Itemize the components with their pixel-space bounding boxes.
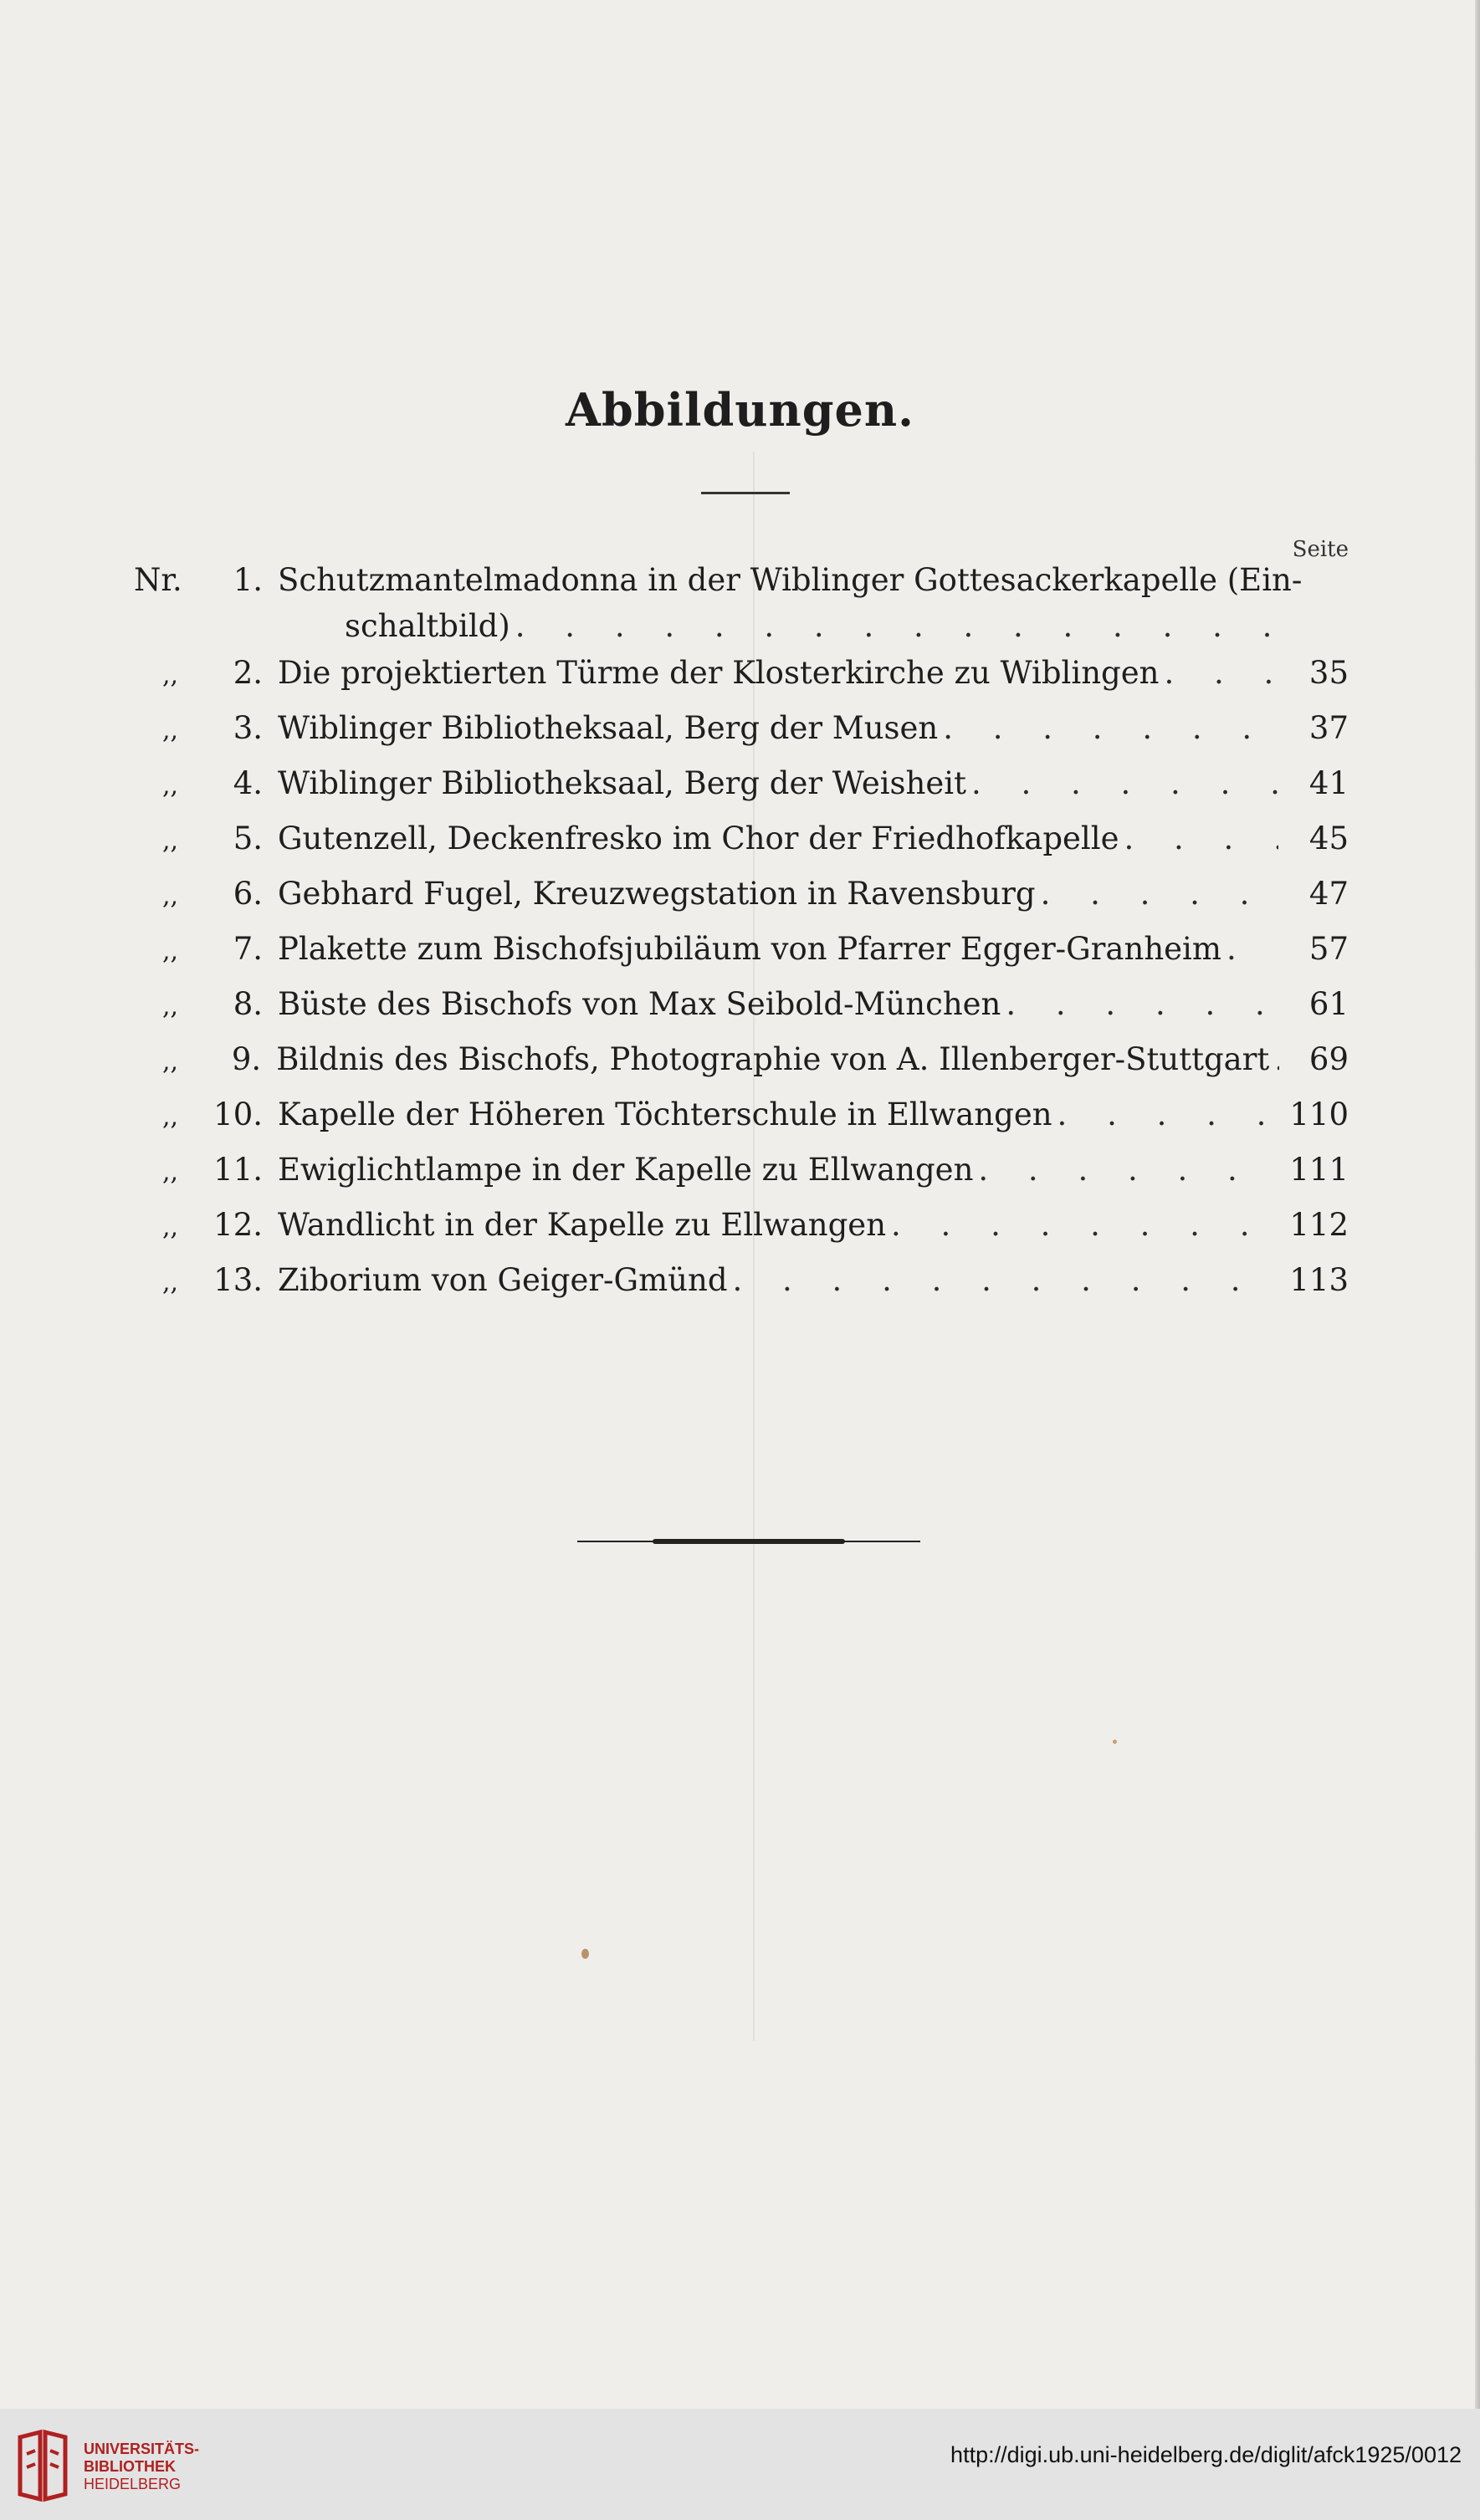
entry-prefix: ,, bbox=[162, 1047, 179, 1076]
entry-page: 110 bbox=[1289, 1096, 1349, 1132]
digitization-footer bbox=[0, 2409, 1480, 2520]
source-url-link[interactable]: http://digi.ub.uni-heidelberg.de/diglit/afck1925/0012 bbox=[950, 2442, 1462, 2467]
list-item bbox=[134, 562, 1349, 608]
list-item bbox=[134, 931, 1349, 986]
list-item bbox=[134, 1152, 1349, 1207]
entry-title: Wandlicht in der Kapelle zu Ellwangen bbox=[278, 1207, 887, 1243]
entry-title: Gebhard Fugel, Kreuzwegstation in Ravensburg bbox=[278, 876, 1036, 912]
library-name-line: BIBLIOTHEK bbox=[84, 2458, 176, 2475]
dot-leader bbox=[938, 710, 1278, 746]
entry-title: Ziborium von Geiger-Gmünd bbox=[278, 1262, 728, 1298]
entry-prefix: ,, bbox=[162, 882, 179, 911]
dot-leader bbox=[1269, 1041, 1279, 1077]
entry-page: 35 bbox=[1308, 655, 1349, 691]
list-item-continuation bbox=[134, 608, 1349, 655]
dot-leader bbox=[510, 608, 1278, 644]
list-item bbox=[134, 710, 1349, 765]
entry-title: Wiblinger Bibliotheksaal, Berg der Weisheit bbox=[278, 765, 966, 801]
library-logo-icon bbox=[15, 2429, 70, 2504]
entry-prefix: ,, bbox=[162, 661, 179, 690]
list-item bbox=[134, 820, 1349, 876]
entry-page: 37 bbox=[1308, 710, 1349, 746]
entry-number: 9. bbox=[231, 1041, 262, 1077]
entry-title: Die projektierten Türme der Klosterkirche zu Wiblingen bbox=[278, 655, 1160, 691]
library-name bbox=[84, 2441, 199, 2493]
page-title: Abbildungen. bbox=[566, 383, 914, 437]
entry-page: 69 bbox=[1308, 1041, 1349, 1077]
entry-page: 45 bbox=[1308, 820, 1349, 856]
list-item bbox=[134, 765, 1349, 820]
entry-number: 11. bbox=[213, 1152, 263, 1188]
entry-number: 10. bbox=[213, 1096, 263, 1132]
dot-leader bbox=[1036, 876, 1278, 912]
page-edge-shadow bbox=[1475, 0, 1480, 2409]
entry-page: 61 bbox=[1308, 986, 1349, 1022]
page-column-label: Seite bbox=[1292, 537, 1349, 562]
illustrations-list bbox=[134, 562, 1349, 1317]
entry-page: 112 bbox=[1289, 1207, 1349, 1243]
entry-page: 111 bbox=[1289, 1152, 1349, 1188]
entry-title: Bildnis des Bischofs, Photographie von A. Illenberger-Stuttgart bbox=[276, 1041, 1270, 1077]
dot-leader bbox=[1221, 931, 1278, 967]
entry-prefix: ,, bbox=[162, 826, 179, 856]
list-item bbox=[134, 986, 1349, 1041]
entry-page: 57 bbox=[1308, 931, 1349, 967]
entry-page: 47 bbox=[1308, 876, 1349, 912]
list-item bbox=[134, 876, 1349, 931]
entry-prefix: Nr. bbox=[134, 562, 182, 598]
entry-prefix: ,, bbox=[162, 992, 179, 1021]
dot-leader bbox=[728, 1262, 1278, 1298]
entry-title: Kapelle der Höheren Töchterschule in Ellwangen bbox=[278, 1096, 1052, 1132]
entry-number: 2. bbox=[233, 655, 263, 691]
entry-number: 13. bbox=[213, 1262, 263, 1298]
entry-number: 4. bbox=[233, 765, 263, 801]
ornamental-rule bbox=[577, 1539, 920, 1544]
dot-leader bbox=[1159, 655, 1278, 691]
dot-leader bbox=[973, 1152, 1278, 1188]
entry-prefix: ,, bbox=[162, 1213, 179, 1242]
list-item bbox=[134, 1096, 1349, 1152]
entry-number: 3. bbox=[233, 710, 263, 746]
entry-title: Gutenzell, Deckenfresko im Chor der Friedhofkapelle bbox=[278, 820, 1119, 856]
library-name-line: UNIVERSITÄTS- bbox=[84, 2441, 200, 2457]
entry-title: Ewiglichtlampe in der Kapelle zu Ellwangen bbox=[278, 1152, 974, 1188]
dot-leader bbox=[1001, 986, 1278, 1022]
entry-number: 8. bbox=[233, 986, 263, 1022]
entry-prefix: ,, bbox=[162, 771, 179, 800]
bleed-through-text bbox=[402, 301, 414, 346]
entry-page: 113 bbox=[1289, 1262, 1349, 1298]
entry-number: 5. bbox=[233, 820, 263, 856]
entry-number: 7. bbox=[233, 931, 263, 967]
list-item bbox=[134, 1207, 1349, 1262]
paper-stain bbox=[1113, 1740, 1117, 1744]
entry-title-continuation: schaltbild) bbox=[345, 608, 510, 644]
entry-page: 41 bbox=[1308, 765, 1349, 801]
entry-title: Wiblinger Bibliotheksaal, Berg der Musen bbox=[278, 710, 939, 746]
entry-prefix: ,, bbox=[162, 1158, 179, 1187]
entry-title: Büste des Bischofs von Max Seibold-München bbox=[278, 986, 1001, 1022]
entry-prefix: ,, bbox=[162, 716, 179, 745]
entry-prefix: ,, bbox=[162, 937, 179, 966]
dot-leader bbox=[886, 1207, 1278, 1243]
entry-prefix: ,, bbox=[162, 1102, 179, 1132]
dot-leader bbox=[966, 765, 1278, 801]
title-underline bbox=[701, 492, 790, 494]
entry-number: 1. bbox=[233, 562, 263, 598]
paper-stain bbox=[581, 1949, 589, 1959]
entry-title: Plakette zum Bischofsjubiläum von Pfarrer Egger-Granheim bbox=[278, 931, 1221, 967]
entry-prefix: ,, bbox=[162, 1268, 179, 1297]
list-item bbox=[134, 655, 1349, 710]
list-item bbox=[134, 1262, 1349, 1317]
entry-number: 12. bbox=[213, 1207, 263, 1243]
dot-leader bbox=[1119, 820, 1279, 856]
library-name-line: HEIDELBERG bbox=[84, 2476, 182, 2492]
entry-number: 6. bbox=[233, 876, 263, 912]
entry-title: Schutzmantelmadonna in der Wiblinger Gottesackerkapelle (Ein- bbox=[278, 562, 1303, 598]
dot-leader bbox=[1052, 1096, 1278, 1132]
list-item bbox=[134, 1041, 1349, 1096]
